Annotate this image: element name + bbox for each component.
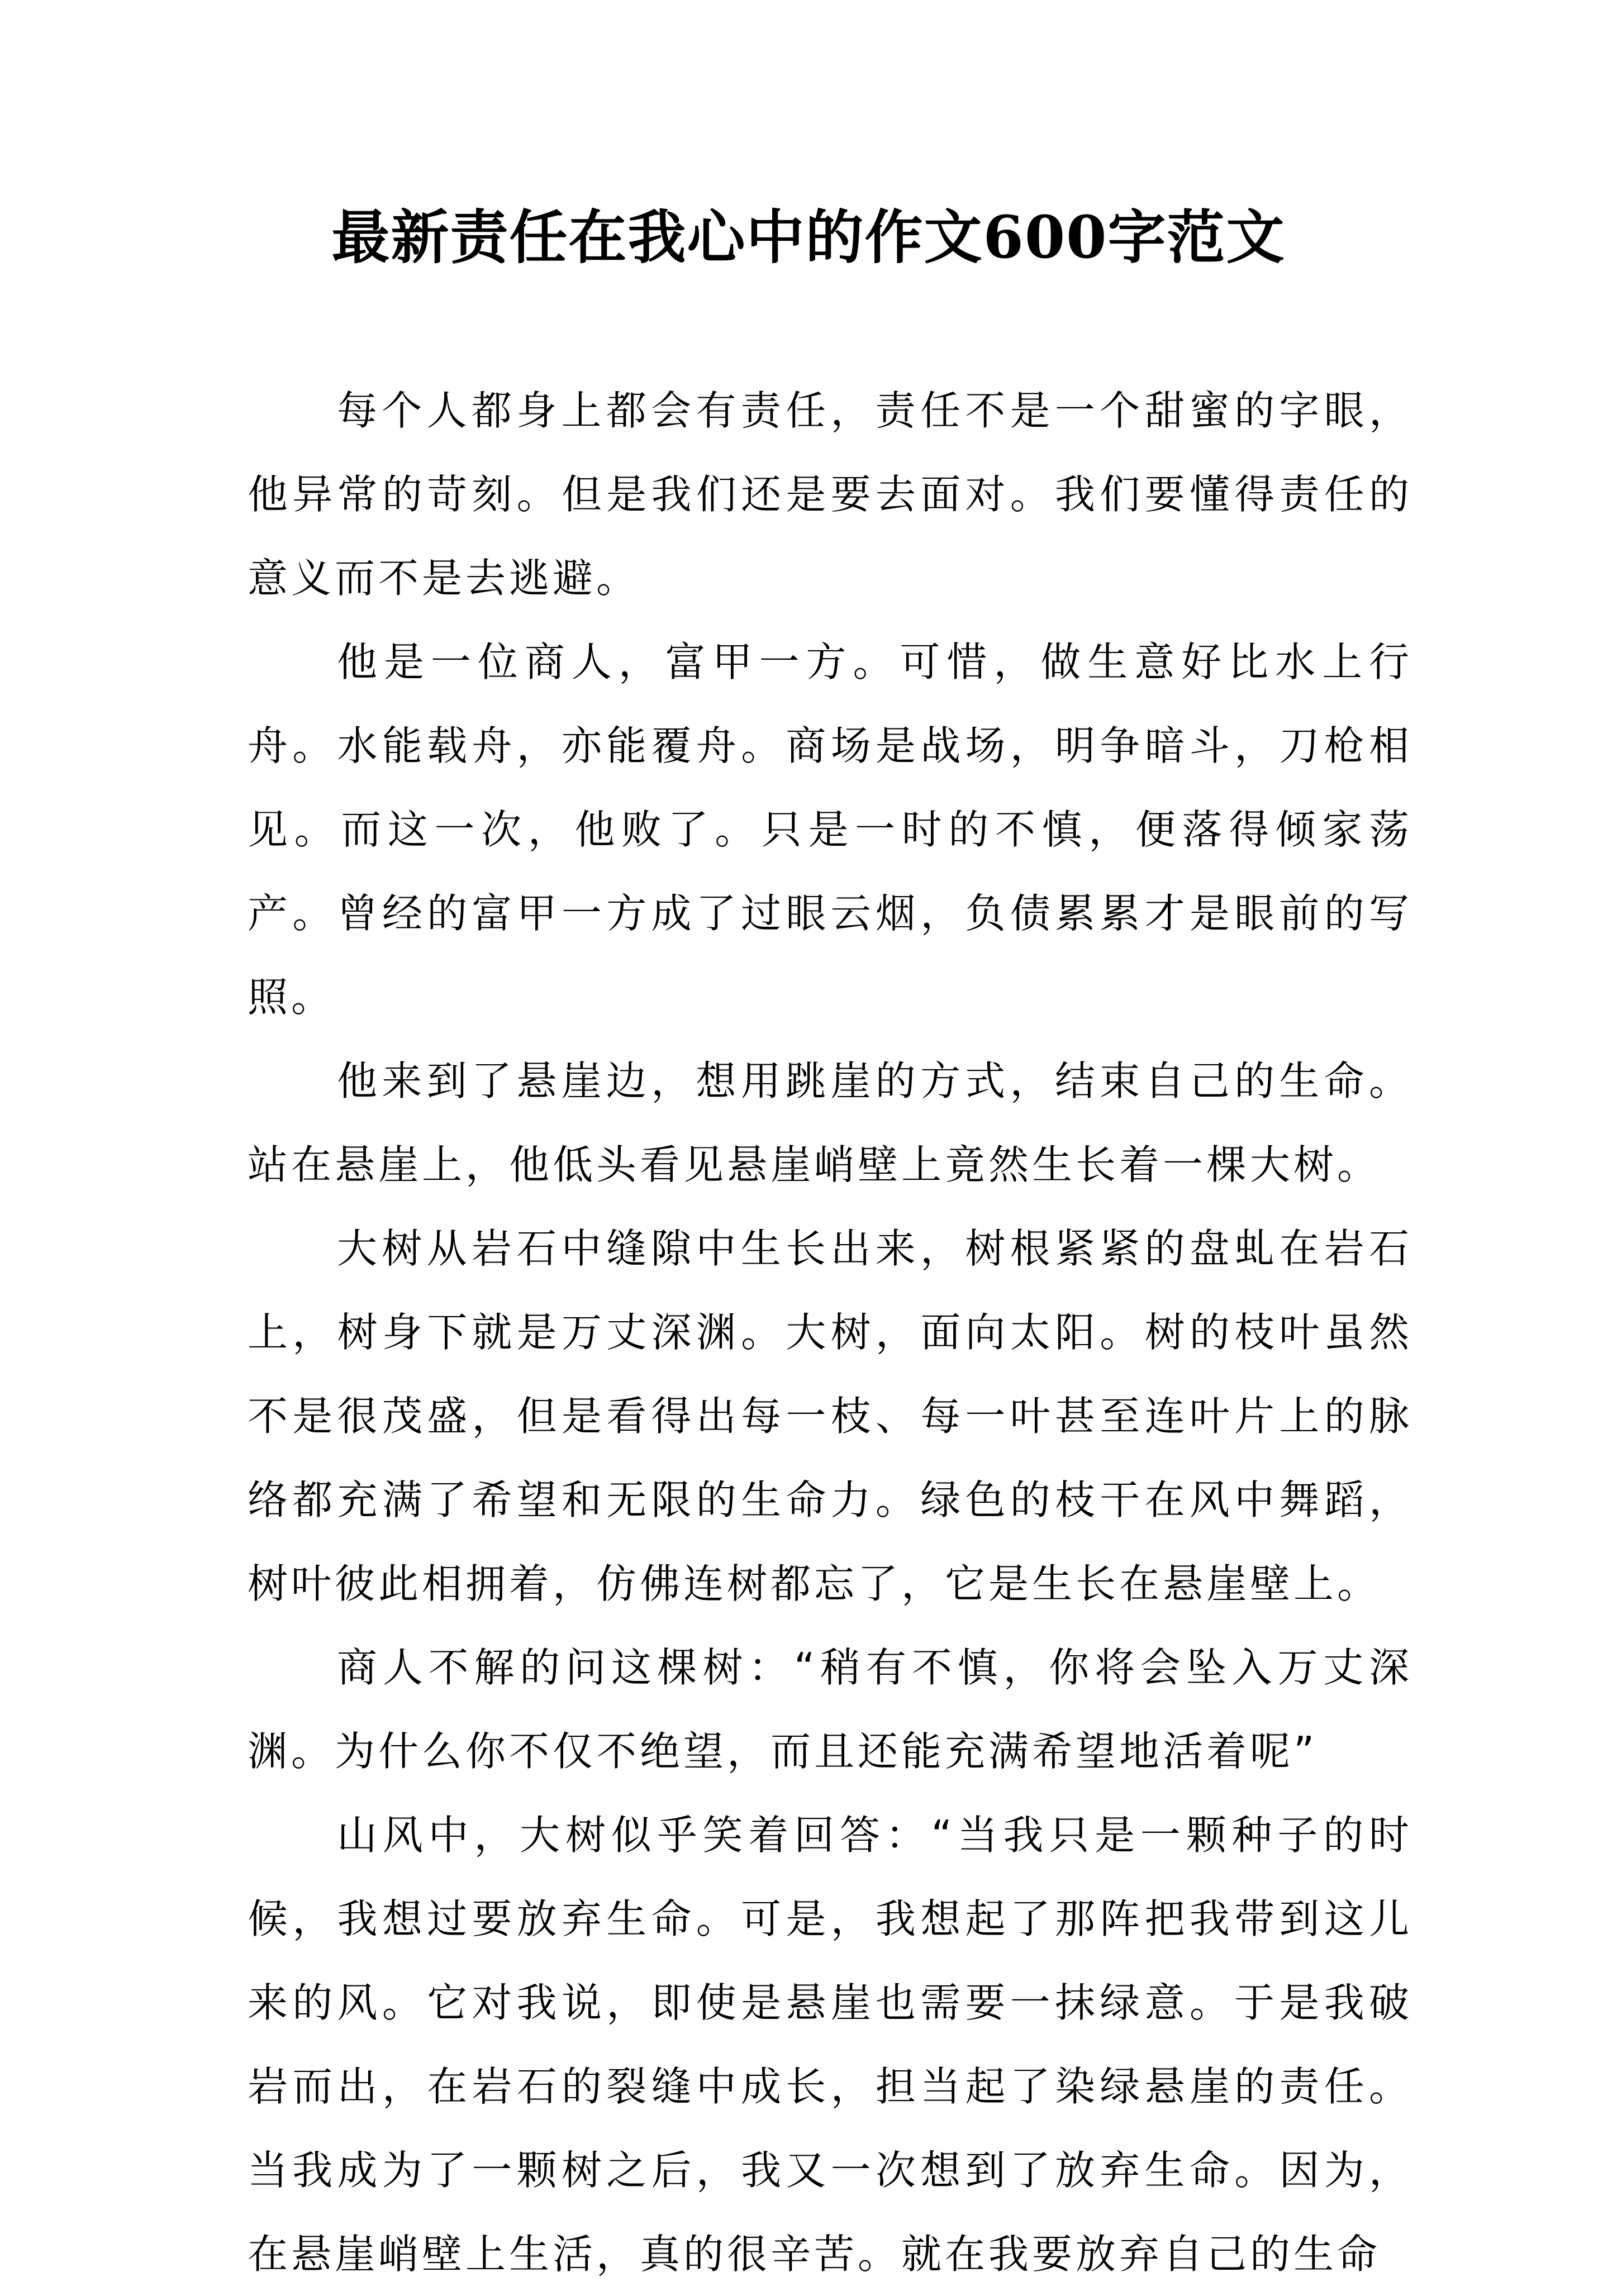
paragraph-3: 他来到了悬崖边，想用跳崖的方式，结束自己的生命。站在悬崖上，他低头看见悬崖峭壁上竟然生长着一棵大树。 [248,1058,1413,1188]
document-title: 最新责任在我心中的作文600字范文 [331,203,1286,271]
paragraph-4: 大树从岩石中缝隙中生长出来，树根紧紧的盘虬在岩石上，树身下就是万丈深渊。大树，面向太阳。树的枝叶虽然不是很茂盛，但是看得出每一枝、每一叶甚至连叶片上的脉络都充满了希望和无限的生命力。绿色的枝干在风中舞蹈，树叶彼此相拥着，仿佛连树都忘了，它是生长在悬崖壁上。 [248,1225,1413,1607]
paragraph-5: 商人不解的问这棵树：“稍有不慎，你将会坠入万丈深渊。为什么你不仅不绝望，而且还能充满希望地活着呢” [248,1644,1413,1775]
paragraph-6: 山风中，大树似乎笑着回答：“当我只是一颗种子的时候，我想过要放弃生命。可是，我想起了那阵把我带到这儿来的风。它对我说，即使是悬崖也需要一抹绿意。于是我破岩而出，在岩石的裂缝中成长，担当起了染绿悬崖的责任。当我成为了一颗树之后，我又一次想到了放弃生命。因为，在悬崖峭壁上生活，真的很辛苦。就在我要放弃自己的生命 [248,1812,1413,2278]
document-body [248,369,1413,2296]
paragraph-1: 每个人都身上都会有责任，责任不是一个甜蜜的字眼，他异常的苛刻。但是我们还是要去面对。我们要懂得责任的意义而不是去逃避。 [248,387,1413,602]
paragraph-2: 他是一位商人，富甲一方。可惜，做生意好比水上行舟。水能载舟，亦能覆舟。商场是战场，明争暗斗，刀枪相见。而这一次，他败了。只是一时的不慎，便落得倾家荡产。曾经的富甲一方成了过眼云烟，负债累累才是眼前的写照。 [248,639,1413,1021]
